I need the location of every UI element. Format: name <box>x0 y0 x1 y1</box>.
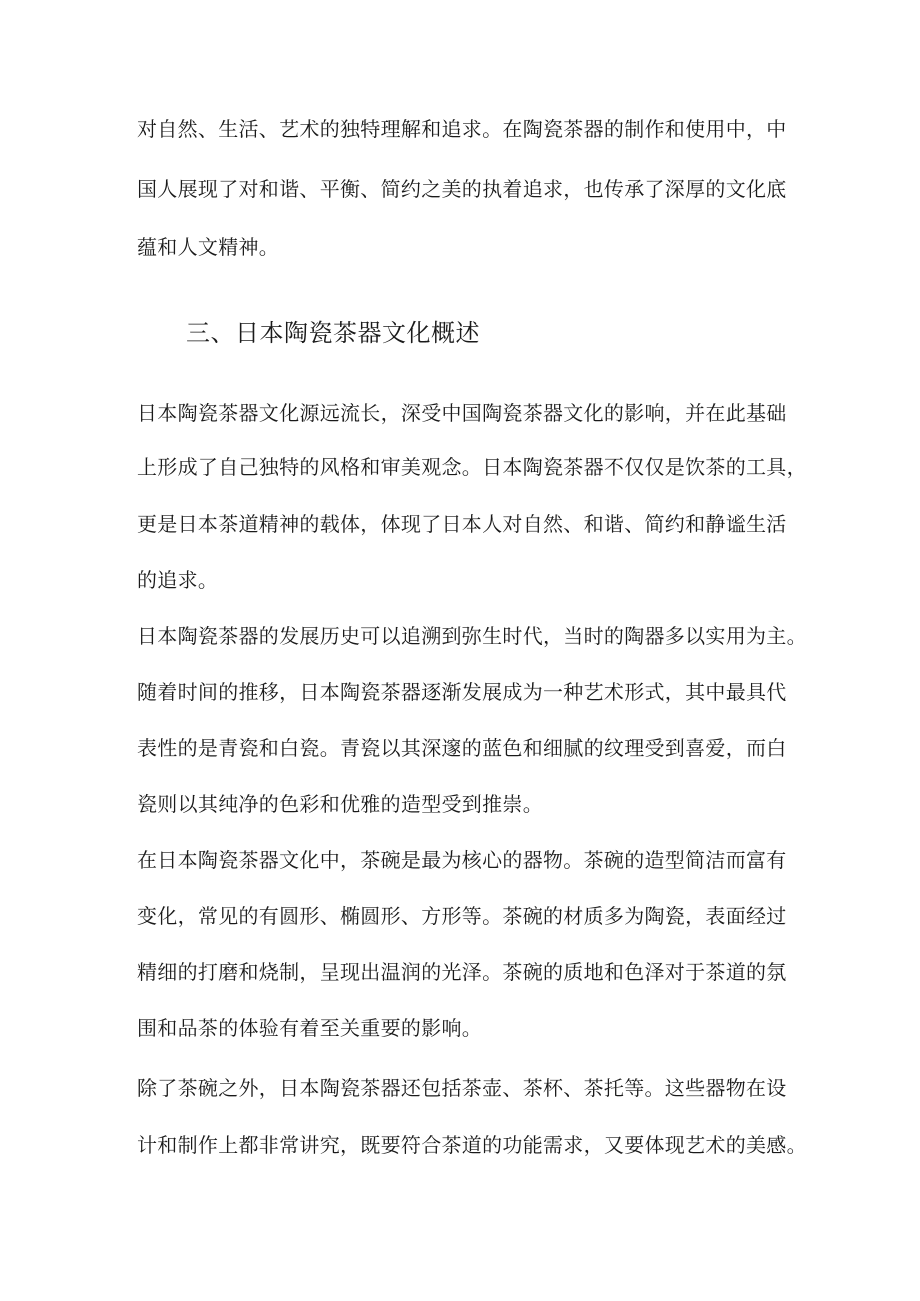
paragraph-line: 日本陶瓷茶器文化源远流长，深受中国陶瓷茶器文化的影响，并在此基础 <box>137 401 787 425</box>
paragraph-line: 除了茶碗之外，日本陶瓷茶器还包括茶壶、茶杯、茶托等。这些器物在设 <box>137 1076 787 1100</box>
paragraph-line: 在日本陶瓷茶器文化中，茶碗是最为核心的器物。茶碗的造型简洁而富有 <box>137 848 787 872</box>
intro-line: 对自然、生活、艺术的独特理解和追求。在陶瓷茶器的制作和使用中，中 <box>137 117 787 141</box>
paragraph-line: 表性的是青瓷和白瓷。青瓷以其深邃的蓝色和细腻的纹理受到喜爱，而白 <box>137 736 787 760</box>
paragraph-line: 更是日本茶道精神的载体，体现了日本人对自然、和谐、简约和静谧生活 <box>137 512 787 536</box>
paragraph-line: 日本陶瓷茶器的发展历史可以追溯到弥生时代，当时的陶器多以实用为主。 <box>137 624 807 648</box>
paragraph-line: 随着时间的推移，日本陶瓷茶器逐渐发展成为一种艺术形式，其中最具代 <box>137 680 787 704</box>
paragraph-line: 计和制作上都非常讲究，既要符合茶道的功能需求，又要体现艺术的美感。 <box>137 1133 807 1157</box>
paragraph-line: 围和品茶的体验有着至关重要的影响。 <box>137 1016 483 1040</box>
intro-line: 国人展现了对和谐、平衡、简约之美的执着追求，也传承了深厚的文化底 <box>137 177 787 201</box>
paragraph-line: 变化，常见的有圆形、椭圆形、方形等。茶碗的材质多为陶瓷，表面经过 <box>137 904 787 928</box>
paragraph-line: 精细的打磨和烧制，呈现出温润的光泽。茶碗的质地和色泽对于茶道的氛 <box>137 960 787 984</box>
section-heading: 三、日本陶瓷茶器文化概述 <box>186 319 480 347</box>
intro-line: 蕴和人文精神。 <box>137 235 280 259</box>
paragraph-line: 上形成了自己独特的风格和审美观念。日本陶瓷茶器不仅仅是饮茶的工具， <box>137 455 807 479</box>
paragraph-line: 瓷则以其纯净的色彩和优雅的造型受到推崇。 <box>137 792 543 816</box>
paragraph-line: 的追求。 <box>137 568 219 592</box>
